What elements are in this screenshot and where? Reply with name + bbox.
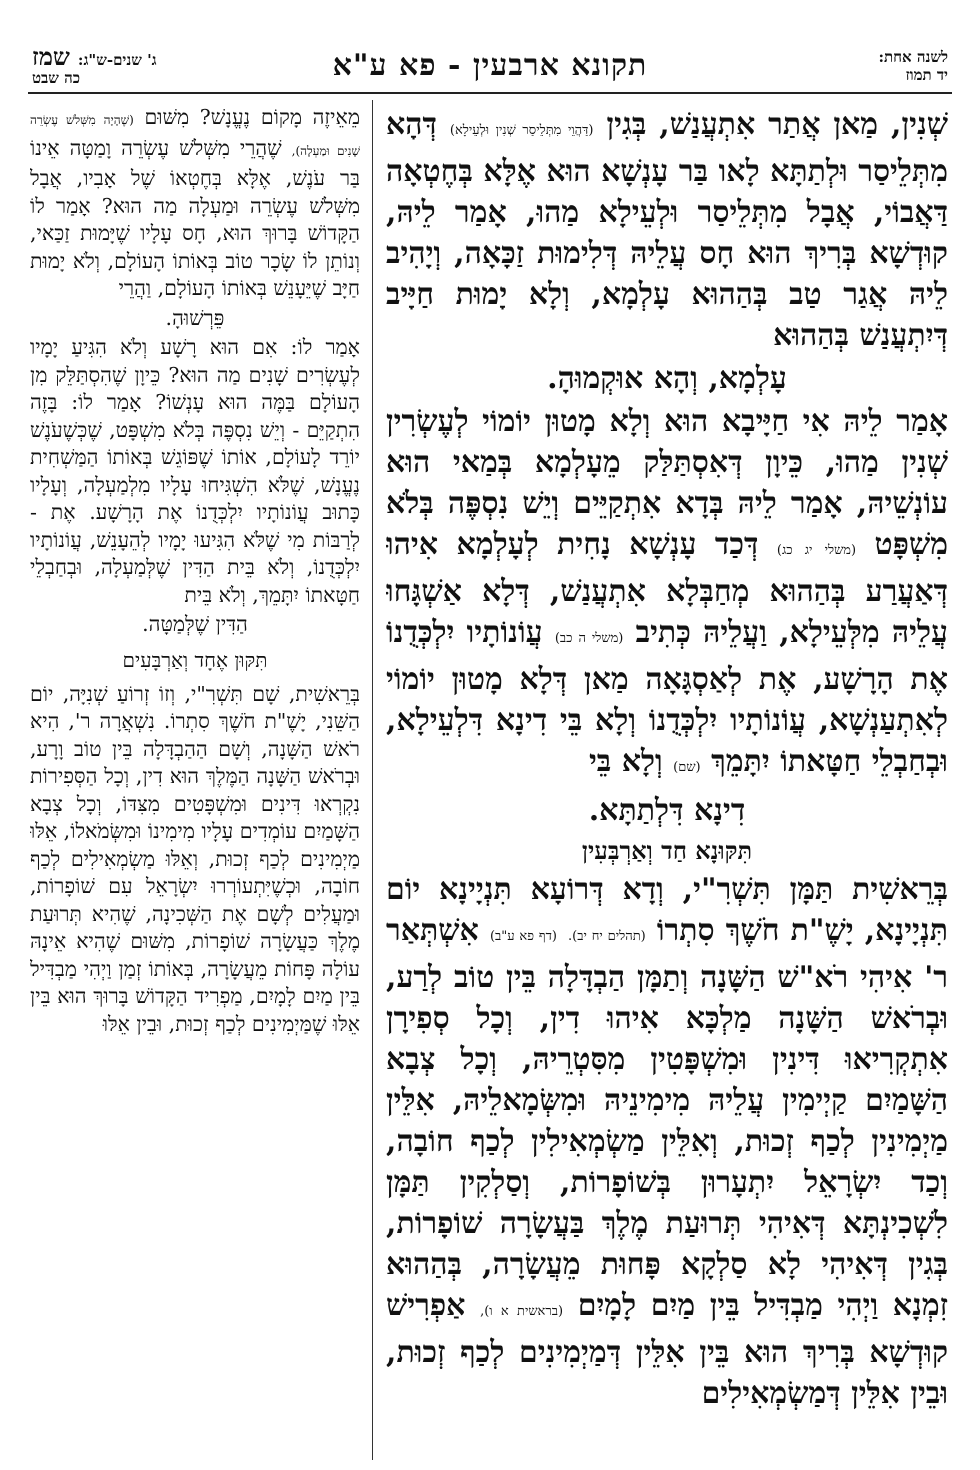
inline-note: (שֶׁהָיָה מִשְּׁלֹשׁ עֶשְׂרֵה שָׁנִים וּמַעְלָה), [30,113,360,158]
source-reference: (משלי יג כג) [776,543,857,558]
page-title: תקונא ארבעין - פא ע"א [332,48,648,83]
source-reference: (תהלים יח יב). [568,929,646,944]
column-divider [372,100,373,1460]
side-paragraph-3: בְּרֵאשִׁית, שָׁם תִּשְׁרִ"י, וְזוֹ זְרוֹעַ שְׁנִיָּה, יוֹם הַשֵּׁנִי, יָשֶׁ"ת חֹשֶׁךְ סִתְרוֹ. נִשְׁאֲרָה ר', הִיא רֹאשׁ הַשָּׁנָה, וְשָׁם הַהַבְדָּלָה בֵּין טוֹב וָרָע, וּבְרֹאשׁ הַשָּׁנָה הַמֶּלֶךְ הוּא דִין, וְכָל הַסְּפִירוֹת נִקְרְאוּ דִּינִים וּמִשְׁפָּטִים מִצִּדּוֹ, וְכָל צְבָא הַשָּׁמַיִם עוֹמְדִים עָלָיו מִימִינוֹ וּמִשְּׂמֹאלוֹ, אֵלּוּ מַיְמִינִים לְכַף זְכוּת, וְאֵלּוּ מַשְׂמְאִילִים לְכַף חוֹבָה, וּכְשֶׁיִּתְעוֹרְרוּ יִשְׂרָאֵל עִם שׁוֹפָרוֹת, וּמַעֲלִים לְשָׁם אֶת הַשְּׁכִינָה, שֶׁהִיא תְּרוּעַת מֶלֶךְ כַּעֲשָׂרָה שׁוֹפָרוֹת, מִשּׁוּם שֶׁהִיא אֵינָהּ עוֹלָה פָּחוֹת מֵעֲשָׂרָה, בְּאוֹתוֹ זְמַן וַיְהִי מַבְדִּיל בֵּין מַיִם לָמָיִם, מַפְרִיד הַקָּדוֹשׁ בָּרוּךְ הוּא בֵּין אֵלּוּ שֶׁמַּיְמִינִים לְכַף זְכוּת, וּבֵין אֵלּוּ [30,681,360,1036]
study-schedule-three-year [32,42,157,87]
text-segment: דְּהָא מִתְּלֵיסַר וּלְתַתָּא לָאו בַּר עָנְשָׁא הוּא אֶלָּא בְּחֶטְאָה דַּאֲבוֹי, אֲבָל מִתְּלֵיסַר וּלְעֵילָא מַהוּ, אָמַר לֵיהּ, קוּדְשָׁא בְּרִיךְ הוּא חָס עֲלֵיהּ דְּלִימוּת זַכָּאָה, וְיָהִיב לֵיהּ אֲגַר טַב בְּהַהוּא עָלְמָא, וְלָא יָמוּת חַיָּיב דְּיִתְעֲנַשׁ בְּהַהוּא [386,107,948,353]
page-number: שמז [32,42,70,71]
text-segment: בְּרֵאשִׁית תַּמָּן תִּשְׁרִ"י, וְדָא דְּרוֹעָא תִּנְיָינָא יוֹם תִּנְיָינָא, יָשֶׁ"ת חֹשֶׁךְ סִתְרוֹ [386,872,948,948]
translation-column [30,104,360,1459]
main-text-column [386,104,948,1459]
main-section-title: תִּקּוּנָא חַד וְאַרְבְּעִין [581,836,753,865]
text-segment: אַפְרִישׁ קוּדְשָׁא בְּרִיךְ הוּא בֵּין אִלֵּין דְּמַיְמִינִים לְכַף זְכוּת, וּבֵין אִלֵּין דְּמַשְׂמְאִילִים [386,1288,948,1411]
main-paragraph-1-end: עָלְמָא, וְהָא אוּקְמוּהָ. [547,361,787,396]
side-paragraph-2: אָמַר לוֹ: אִם הוּא רָשָׁע וְלֹא הִגִּיעַ יָמָיו לְעֶשְׂרִים שָׁנִים מַה הוּא? כֵּיוָן שֶׁהִסְתַּלֵּק מִן הָעוֹלָם בַּמֶּה הוּא עָנְשׁוֹ? אָמַר לוֹ: בָּזֶה הִתְקַיֵּם - וְיֵשׁ נִסְפֶּה בְּלֹא מִשְׁפָּט, שֶׁכְּשֶׁעֹנֶשׁ יוֹרֵד לָעוֹלָם, אוֹתוֹ שֶׁפּוֹגֵשׁ בְּאוֹתוֹ הַמַּשְׁחִית נֶעֱנָשׁ, שֶׁלֹּא הִשְׁגִּיחוּ עָלָיו מִלְמַעְלָה, וְעָלָיו כָּתוּב עֲוֹנוֹתָיו יִלְכְּדֻנוֹ אֶת הָרָשָׁע. אֶת - לְרַבּוֹת מִי שֶׁלֹּא הִגִּיעוּ יָמָיו לְהֵעָנֵשׁ, עֲוֹנוֹתָיו יִלְכְּדֻנוֹ, וְלֹא בֵּית הַדִּין שֶׁלְּמַעְלָה, וּבְחַבְלֵי חַטָּאתוֹ יִתָּמֵךְ, וְלֹא בֵּית [30,335,360,607]
main-paragraph-1 [386,104,948,356]
side-paragraph-1-end: פֵּרְשׁוּהָ. [165,305,225,330]
text-segment: אָמַר לֵיהּ אִי חַיָּיבָא הוּא וְלָא מָטוּן יוֹמוֹי לְעֶשְׂרִין שְׁנִין מַהוּ, כֵּיוָן דְּאִסְתַּלַּק מֵעָלְמָא בְּמַאי הוּא עוֹנְשֵׁיהּ, אָמַר לֵיהּ בְּדָא אִתְקַיֵּים וְיֵשׁ נִסְפֶּה בְּלֹא מִשְׁפָּט [386,404,948,562]
text-segment: אִשְׁתְּאַר ר' אִיהִי רֹא"שׁ הַשָּׁנָה וְתַמָּן הַבְדָּלָה בֵּין טוֹב לְרַע, וּבְרֹאשׁ הַשָּׁנָה מַלְכָּא אִיהוּ דִין, וְכָל סְפִירָן אִתְקְרִיאוּ דִּינִין וּמִשְׁפָּטִין מִסִּטְרֵיהּ, וְכָל צְבָא הַשָּׁמַיִם קַיְימִין עֲלֵיהּ מִימִינֵיהּ וּמִשְּׂמָאלֵיהּ, אִלֵּין מַיְמִינִין לְכַף זְכוּת, וְאִלֵּין מַשְׂמְאִילִין לְכַף חוֹבָה, וְכַד יִשְׂרָאֵל יִתְעָרוּן בְּשׁוֹפָרוֹת, וְסַלְקִין תַּמָּן לִשְׁכִינְתָּא דְּאִיהִי תְּרוּעַת מֶלֶךְ בַּעֲשָׂרָה שׁוֹפָרוֹת, בְּגִין דְּאִיהִי לָא סַלְקָא פָּחוּת מֵעֲשָׂרָה, בְּהַהוּא זִמְנָא וַיְהִי מַבְדִּיל בֵּין מַיִם לָמָיִם [386,913,948,1323]
schedule-date-3y: כה שבט [32,69,81,87]
text-segment: דְּכַד עָנְשָׁא נָחִית לְעָלְמָא אִיהוּ דְּאַעֲרַע בְּהַהוּא מְחַבְּלָא אִתְעֲנַשׁ, דְּלָא אַשְׁגָּחוּ עֲלֵיהּ מִלְּעֵילָא, וַעֲלֵיהּ כְּתִיב [386,527,948,650]
schedule-label: לשנה אחת: [878,48,948,66]
text-segment: עֲוֹנוֹתָיו יִלְכְּדֻנוֹ אֶת הָרָשָׁע, אֶת לְאַסְגָּאָה מַאן דְּלָא מָטוּן יוֹמוֹי לְאִתְעַנְשָׁא, עֲוֹנוֹתָיו יִלְכְּדֻנוֹ וְלָא בֵּי דִינָא דִּלְעֵילָא, וּבְחַבְלֵי חַטָּאתוֹ יִתָּמֵךְ [386,615,948,779]
side-paragraph-2-end: הַדִּין שֶׁלְּמַטָּה. [142,612,248,636]
header-rule [28,92,952,94]
side-paragraph-1 [30,104,360,303]
source-reference: (משלי ה כב) [554,631,624,646]
inline-note: (דַּהֲוֵי מִתְּלֵיסַר שְׁנִין וּלְעֵילָא) [449,123,594,138]
main-paragraph-3 [386,869,948,1414]
text-segment: מֵאֵיזֶה מָקוֹם נֶעֱנָשׁ? מִשּׁוּם [144,105,360,129]
page-header [32,42,948,92]
text-segment: שֶׁהֲרֵי מִשְּׁלֹשׁ עֶשְׂרֵה וָמַטָּה אֵינוֹ בַּר עֹנֶשׁ, אֶלָּא בְּחֶטְאוֹ שֶׁל אָבִיו, אֲבָל מִשְּׁלֹשׁ עֶשְׂרֵה וּמַעְלָה מַה הוּא? אָמַר לוֹ הַקָּדוֹשׁ בָּרוּךְ הוּא, חָס עָלָיו שֶׁיָּמוּת זַכַּאי, וְנוֹתֵן לוֹ שָׂכָר טוֹב בְּאוֹתוֹ הָעוֹלָם, וְלֹא יָמוּת חַיָּב שֶׁיֵּעָנֵשׁ בְּאוֹתוֹ הָעוֹלָם, וַהֲרֵי [30,135,360,300]
text-segment: שְׁנִין, מַאן אֲתַר אִתְעֲנַשׁ, בְּגִין [606,107,948,142]
source-reference: (שם) [673,760,701,775]
source-reference: (בראשית א ו), [480,1304,564,1319]
schedule-date: יד תמוז [905,66,948,84]
text-segment: וְלָא בֵּי [588,744,663,779]
main-paragraph-2 [386,401,948,788]
main-paragraph-2-end: דִינָא דִּלְתַתָּא. [588,793,746,828]
page-reference: (דף פא ע"ב) [489,929,557,944]
schedule-label-3y: ג' שנים-ש"ג: [77,51,157,69]
side-section-title: תִּקּוּן אֶחָד וְאַרְבָּעִים [122,647,268,672]
